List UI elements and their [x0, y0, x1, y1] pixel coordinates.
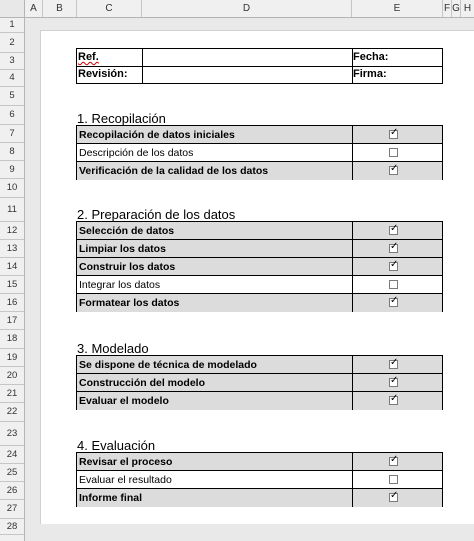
ref-label: Ref.: [78, 51, 99, 63]
row-header-1[interactable]: 1: [0, 18, 24, 33]
row-header-28[interactable]: 28: [0, 519, 24, 535]
checklist-row[interactable]: [77, 294, 442, 312]
column-header-d[interactable]: D: [142, 0, 352, 17]
row-header-26[interactable]: 26: [0, 482, 24, 500]
checkmark-icon: ✓: [390, 490, 399, 501]
column-header-e[interactable]: E: [352, 0, 443, 17]
checklist-row[interactable]: [77, 374, 442, 392]
section-title: 3. Modelado: [77, 341, 149, 356]
checkmark-icon: ✓: [390, 259, 399, 270]
column-header-c[interactable]: C: [77, 0, 142, 17]
row-header-5[interactable]: 5: [0, 87, 24, 106]
row-header-3[interactable]: 3: [0, 53, 24, 70]
column-header-f[interactable]: F: [443, 0, 452, 17]
checkmark-icon: ✓: [390, 393, 399, 404]
row-header-2[interactable]: 2: [0, 33, 24, 53]
row-header-12[interactable]: 12: [0, 222, 24, 240]
select-all-corner[interactable]: [0, 0, 25, 17]
checklist-item-label: Evaluar el modelo: [79, 395, 169, 407]
checkbox[interactable]: [389, 223, 399, 235]
checklist-row[interactable]: [77, 392, 442, 410]
checklist-row[interactable]: [77, 276, 442, 294]
checklist-item-label: Recopilación de datos iniciales: [79, 129, 235, 141]
checkbox[interactable]: [389, 295, 399, 307]
row-header-13[interactable]: 13: [0, 240, 24, 258]
checklist-item-label: Construcción del modelo: [79, 377, 206, 389]
section-title: 1. Recopilación: [77, 111, 166, 126]
checklist-item-label: Formatear los datos: [79, 297, 180, 309]
checklist-row[interactable]: [77, 144, 442, 162]
fecha-label: Fecha:: [353, 51, 389, 63]
row-header-6[interactable]: 6: [0, 106, 24, 125]
checklist-row[interactable]: [77, 222, 442, 240]
checkbox[interactable]: [389, 475, 398, 484]
checklist-row[interactable]: [77, 471, 442, 489]
row-header-20[interactable]: 20: [0, 367, 24, 385]
firma-label: Firma:: [353, 68, 387, 80]
column-header-bar: [0, 0, 474, 18]
checkbox[interactable]: [389, 148, 398, 157]
row-header-21[interactable]: 21: [0, 385, 24, 403]
row-header-9[interactable]: 9: [0, 161, 24, 179]
checklist-row[interactable]: [77, 258, 442, 276]
checklist-row[interactable]: [77, 162, 442, 180]
checkmark-icon: ✓: [390, 454, 399, 465]
checklist-row[interactable]: [77, 126, 442, 144]
row-header-23[interactable]: 23: [0, 422, 24, 446]
checklist-row[interactable]: [77, 453, 442, 471]
checklist-row[interactable]: [77, 489, 442, 507]
column-header-a[interactable]: A: [25, 0, 43, 17]
section-title: 2. Preparación de los datos: [77, 207, 236, 222]
row-header-27[interactable]: 27: [0, 500, 24, 519]
checkbox[interactable]: [389, 241, 399, 253]
row-header-10[interactable]: 10: [0, 179, 24, 198]
checklist-item-label: Selección de datos: [79, 225, 175, 237]
checklist-block: [76, 221, 443, 312]
revision-label: Revisión:: [78, 68, 128, 80]
row-header-18[interactable]: 18: [0, 330, 24, 349]
checkbox[interactable]: [389, 490, 399, 502]
row-header-17[interactable]: 17: [0, 312, 24, 330]
checkmark-icon: ✓: [390, 223, 399, 234]
checkmark-icon: ✓: [390, 295, 399, 306]
checklist-row[interactable]: [77, 356, 442, 374]
row-header-25[interactable]: 25: [0, 464, 24, 482]
checkmark-icon: ✓: [390, 163, 399, 174]
section-title: 4. Evaluación: [77, 438, 156, 453]
row-header-4[interactable]: 4: [0, 70, 24, 87]
checkbox[interactable]: [389, 454, 399, 466]
checklist-item-label: Construir los datos: [79, 261, 176, 273]
row-header-15[interactable]: 15: [0, 276, 24, 294]
checklist-block: [76, 125, 443, 180]
row-header-19[interactable]: 19: [0, 349, 24, 367]
row-header-8[interactable]: 8: [0, 143, 24, 161]
checklist-item-label: Evaluar el resultado: [79, 474, 172, 486]
checkbox[interactable]: [389, 127, 399, 139]
checklist-item-label: Limpiar los datos: [79, 243, 166, 255]
row-header-11[interactable]: 11: [0, 198, 24, 222]
checklist-item-label: Se dispone de técnica de modelado: [79, 359, 257, 371]
checklist-row[interactable]: [77, 240, 442, 258]
checkbox[interactable]: [389, 357, 399, 369]
checkmark-icon: ✓: [390, 375, 399, 386]
checklist-item-label: Verificación de la calidad de los datos: [79, 165, 269, 177]
checklist-block: [76, 452, 443, 507]
row-header-bar: [0, 18, 25, 541]
row-header-16[interactable]: 16: [0, 294, 24, 312]
row-header-14[interactable]: 14: [0, 258, 24, 276]
row-header-22[interactable]: 22: [0, 403, 24, 422]
checklist-item-label: Integrar los datos: [79, 279, 161, 291]
column-header-b[interactable]: B: [43, 0, 77, 17]
row-header-7[interactable]: 7: [0, 125, 24, 143]
checklist-item-label: Descripción de los datos: [79, 147, 194, 159]
checklist-item-label: Revisar el proceso: [79, 456, 173, 468]
column-header-h[interactable]: H: [463, 3, 472, 14]
checklist-item-label: Informe final: [79, 492, 143, 504]
checkbox[interactable]: [389, 259, 399, 271]
checkbox[interactable]: [389, 280, 398, 289]
checklist-block: [76, 355, 443, 410]
row-header-24[interactable]: 24: [0, 446, 24, 464]
checkbox[interactable]: [389, 393, 399, 405]
checkmark-icon: ✓: [390, 127, 399, 138]
checkmark-icon: ✓: [390, 357, 399, 368]
column-header-g[interactable]: G: [452, 0, 461, 17]
checkbox[interactable]: [389, 375, 399, 387]
checkmark-icon: ✓: [390, 241, 399, 252]
checkbox[interactable]: [389, 163, 399, 175]
